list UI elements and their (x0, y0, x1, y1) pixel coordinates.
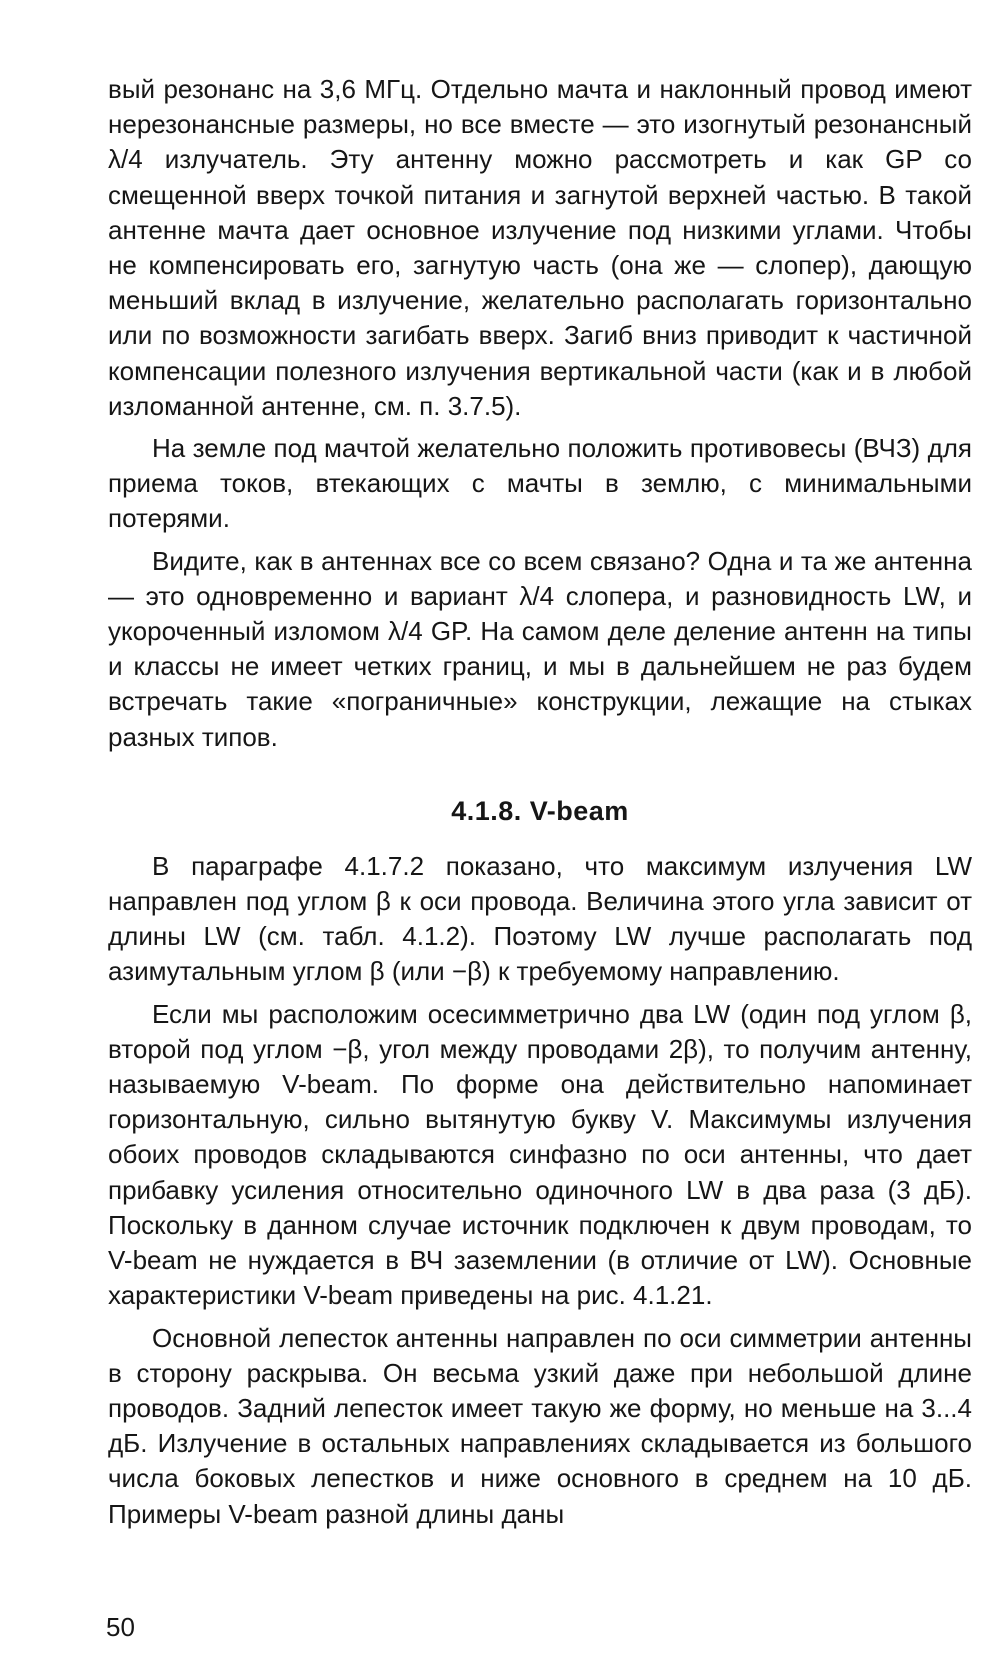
page-number: 50 (106, 1612, 135, 1642)
page-body (108, 72, 972, 1532)
paragraph: вый резонанс на 3,6 МГц. Отдельно мачта и наклонный провод имеют нерезонансные размеры, но все вместе — это изогнутый резонансный λ/4 излучатель. Эту антенну можно рассмотреть и как GP со смещенной вверх точкой питания и загнутой верхней частью. В такой антенне мачта дает основное излучение под низкими углами. Чтобы не компенсировать его, загнутую часть (она же — слопер), дающую меньший вклад в излучение, желательно располагать горизонтально или по возможности загибать вверх. Загиб вниз приводит к частичной компенсации полезного излучения вертикальной части (как и в любой изломанной антенне, см. п. 3.7.5). (108, 74, 972, 421)
paragraph: На земле под мачтой желательно положить противовесы (ВЧЗ) для приема токов, втекающих с мачты в землю, с минимальными потерями. (108, 433, 972, 534)
paragraph: Если мы расположим осесимметрично два LW (один под углом β, второй под углом −β, угол между проводами 2β), то получим антенну, называемую V-beam. По форме она действительно напоминает горизонтальную, сильно вытянутую букву V. Максимумы излучения обоих проводов складываются синфазно по оси антенны, что дает прибавку усиления относительно одиночного LW в два раза (3 дБ). Поскольку в данном случае источник подключен к двум проводам, то V-beam не нуждается в ВЧ заземлении (в отличие от LW). Основные характеристики V-beam приведены на рис. 4.1.21. (108, 998, 972, 1311)
paragraph: Основной лепесток антенны направлен по оси симметрии антенны в сторону раскрыва. Он весьма узкий даже при небольшой длине проводов. Задний лепесток имеет такую же форму, но меньше на 3...4 дБ. Излучение в остальных направлениях складывается из большого числа боковых лепестков и ниже основного в среднем на 10 дБ. Примеры V-beam разной длины даны (108, 1322, 972, 1529)
paragraph: Видите, как в антеннах все со всем связано? Одна и та же антенна — это одновременно и вариант λ/4 слопера, и разновидность LW, и укороченный изломом λ/4 GP. На самом деле деление антенн на типы и классы не имеет четких границ, и мы в дальнейшем не раз будем встречать такие «пограничные» конструкции, лежащие на стыках разных типов. (108, 545, 972, 752)
section-heading: 4.1.8. V-beam (451, 795, 629, 826)
paragraph: В параграфе 4.1.7.2 показано, что максимум излучения LW направлен под углом β к оси провода. Величина этого угла зависит от длины LW (см. табл. 4.1.2). Поэтому LW лучше располагать под азимутальным углом β (или −β) к требуемому направлению. (108, 850, 972, 987)
